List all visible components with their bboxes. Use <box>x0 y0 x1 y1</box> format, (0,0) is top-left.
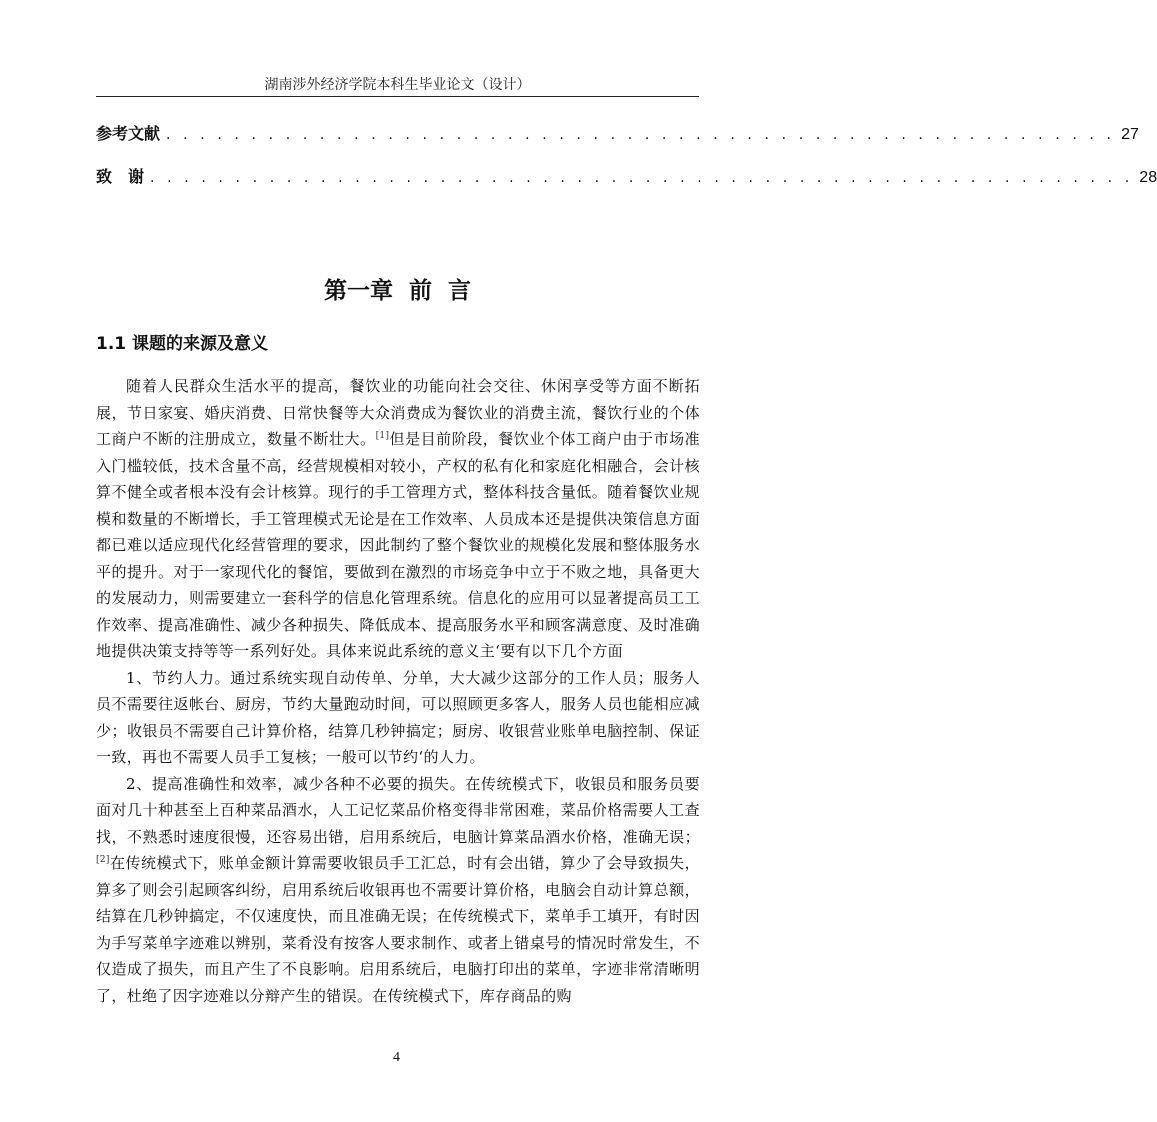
citation-ref[interactable]: [2] <box>96 855 110 865</box>
paragraph-text: 在传统模式下，账单金额计算需要收银员手工汇总，时有会出错，算少了会导致损失，算多了则会引起顾客纠纷，启用系统后收银再也不需要计算价格，电脑会自动计算总额，结算在几秒钟搞定，不仅速度快，而且准确无误；在传统模式下，菜单手工填开，有时因为手写菜单字迹难以辨别，菜肴没有按客人要求制作、或者上错桌号的情况时常发生，不仅造成了损失，而且产生了不良影响。启用系统后，电脑打印出的菜单，字迹非常清晰明了，杜绝了因字迹难以分辩产生的错误。在传统模式下，库存商品的购 <box>96 854 700 1005</box>
page-header <box>96 74 699 97</box>
paragraph-text: 但是目前阶段，餐饮业个体工商户由于市场准入门槛较低，技术含量不高，经营规模相对较小，产权的私有化和家庭化相融合，会计核算不健全或者根本没有会计核算。现行的手工管理方式，整体科技含量低。随着餐饮业规模和数量的不断增长，手工管理模式无论是在工作效率、人员成本还是提供决策信息方面都已难以适应现代化经营管理的要求，因此制约了整个餐饮业的规模化发展和整体服务水平的提升。对于一家现代化的餐馆，要做到在激烈的市场竞争中立于不败之地，具备更大的发展动力，则需要建立一套科学的信息化管理系统。信息化的应用可以显著提高员工工作效率、提高准确性、减少各种损失、降低成本、提高服务水平和顾客满意度、及时准确地提供决策支持等等一系列好处。具体来说此系统的意义主‘要有以下几个方面 <box>96 430 700 660</box>
chapter-title: 第一章 前 言 <box>323 278 472 304</box>
toc-label: 致 谢 <box>96 167 145 186</box>
paragraph-text: 1、节约人力。通过系统实现自动传单、分单，大大减少这部分的工作人员；服务人员不需要往返帐台、厨房，节约大量跑动时间，可以照顾更多客人，服务人员也能相应减少；收银员不需要自己计算价格，结算几秒钟搞定；厨房、收银营业账单电脑控制、保证一致，再也不需要人员手工复核；一般可以节约‘的人力。 <box>96 668 700 766</box>
section-title: 1.1 课题的来源及意义 <box>96 334 269 354</box>
page-number: 4 <box>393 1050 400 1065</box>
toc-entry-acknowledgements[interactable] <box>96 162 1157 192</box>
paragraph <box>96 665 700 771</box>
paragraph-text: 2、提高准确性和效率，减少各种不必要的损失。在传统模式下，收银员和服务员要面对几十种甚至上百种菜品酒水，人工记忆菜品价格变得非常困难，菜品价格需要人工查找，不熟悉时速度很慢，还容易出错，启用系统后，电脑计算菜品酒水价格，准确无误； <box>96 774 700 846</box>
toc-page-number: 28 <box>1139 169 1157 186</box>
citation-ref[interactable]: [1] <box>375 431 390 441</box>
toc-leader-dots: . . . . . . . . . . . . . . . . . . . . . . . . . . . . . . . . . . . . . . . . . . . . . . . . . . . . . . . . . . <box>150 170 1134 186</box>
paragraph <box>96 771 700 1010</box>
body-text <box>96 373 700 1009</box>
header-title: 湖南涉外经济学院本科生毕业论文（设计） <box>264 77 531 93</box>
paragraph-text: 随着人民群众生活水平的提高，餐饮业的功能向社会交往、休闲享受等方面不断拓展，节日家宴、婚庆消费、日常快餐等大众消费成为餐饮业的消费主流，餐饮行业的个体工商户不断的注册成立，数量不断壮大。 <box>96 377 700 448</box>
toc-leader-dots: . . . . . . . . . . . . . . . . . . . . . . . . . . . . . . . . . . . . . . . . . . . . . . . . . . . . . . . . <box>166 127 1116 143</box>
toc-label: 参考文献 <box>96 124 161 143</box>
toc-page-number: 27 <box>1121 126 1139 143</box>
toc-entry-references[interactable] <box>96 119 1139 149</box>
paragraph <box>96 373 700 665</box>
